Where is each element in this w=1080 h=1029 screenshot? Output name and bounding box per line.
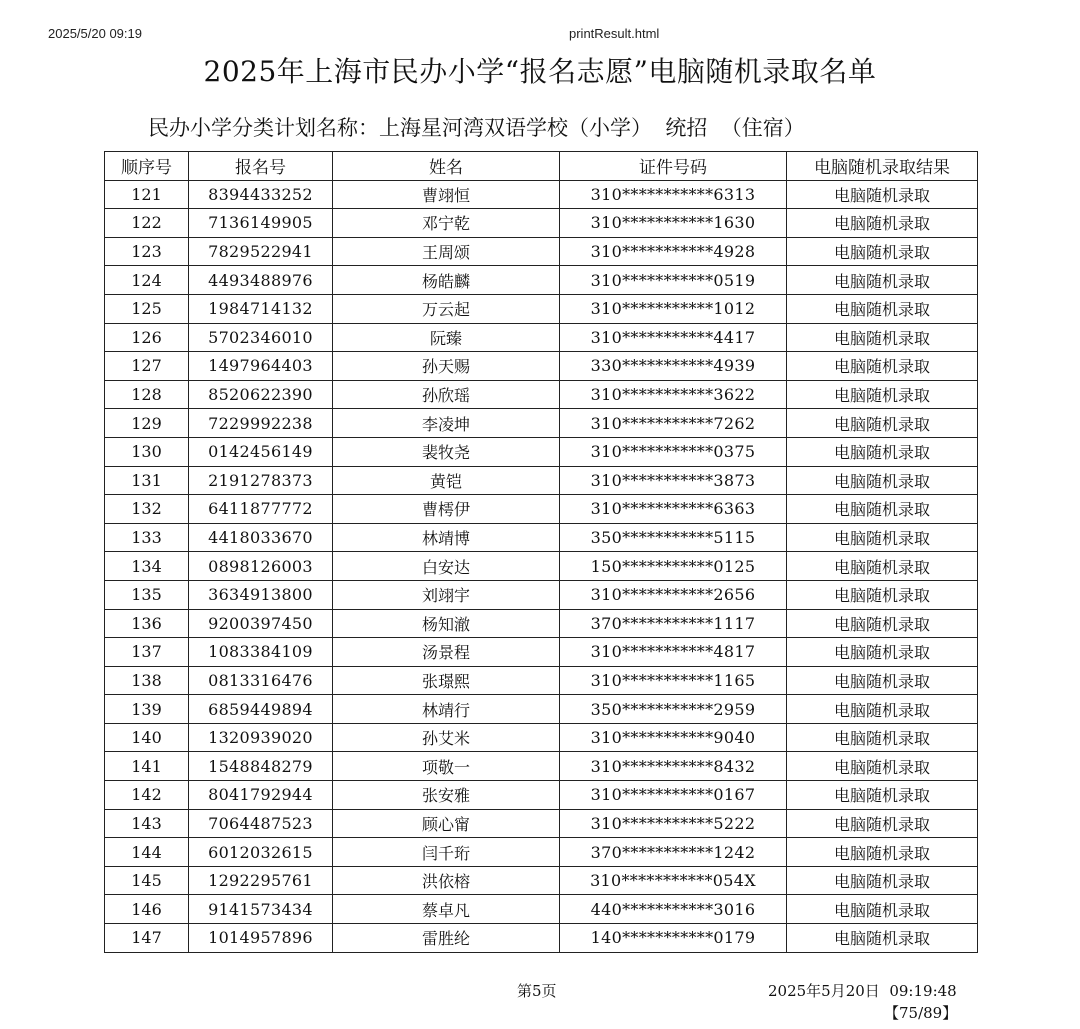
footer-timestamp: 2025年5月20日 09:19:48 bbox=[768, 982, 957, 1000]
cell-sequence: 145 bbox=[105, 866, 189, 895]
cell-registration-number: 0898126003 bbox=[189, 552, 333, 581]
cell-id-number: 150***********0125 bbox=[560, 552, 787, 581]
cell-id-number: 310***********5222 bbox=[560, 809, 787, 838]
table-row bbox=[105, 323, 978, 352]
cell-sequence: 131 bbox=[105, 466, 189, 495]
cell-id-number: 140***********0179 bbox=[560, 924, 787, 953]
cell-result: 电脑随机录取 bbox=[787, 666, 978, 695]
table-row bbox=[105, 437, 978, 466]
cell-sequence: 138 bbox=[105, 666, 189, 695]
cell-id-number: 440***********3016 bbox=[560, 895, 787, 924]
table-body bbox=[105, 180, 978, 952]
cell-name: 杨知澈 bbox=[333, 609, 560, 638]
cell-name: 曹翊恒 bbox=[333, 180, 560, 209]
cell-result: 电脑随机录取 bbox=[787, 580, 978, 609]
table-row bbox=[105, 838, 978, 867]
cell-name: 项敬一 bbox=[333, 752, 560, 781]
cell-sequence: 144 bbox=[105, 838, 189, 867]
document-title: 2025年上海市民办小学“报名志愿”电脑随机录取名单 bbox=[203, 55, 877, 88]
cell-sequence: 124 bbox=[105, 266, 189, 295]
cell-result: 电脑随机录取 bbox=[787, 352, 978, 381]
cell-result: 电脑随机录取 bbox=[787, 466, 978, 495]
cell-sequence: 143 bbox=[105, 809, 189, 838]
cell-id-number: 310***********4928 bbox=[560, 237, 787, 266]
cell-result: 电脑随机录取 bbox=[787, 552, 978, 581]
cell-result: 电脑随机录取 bbox=[787, 638, 978, 667]
cell-result: 电脑随机录取 bbox=[787, 723, 978, 752]
cell-sequence: 126 bbox=[105, 323, 189, 352]
cell-sequence: 137 bbox=[105, 638, 189, 667]
cell-name: 林靖行 bbox=[333, 695, 560, 724]
table-row bbox=[105, 352, 978, 381]
cell-name: 雷胜纶 bbox=[333, 924, 560, 953]
cell-id-number: 310***********0167 bbox=[560, 781, 787, 810]
cell-result: 电脑随机录取 bbox=[787, 695, 978, 724]
cell-registration-number: 7136149905 bbox=[189, 209, 333, 238]
cell-sequence: 127 bbox=[105, 352, 189, 381]
column-header-sequence: 顺序号 bbox=[105, 152, 189, 181]
cell-registration-number: 8394433252 bbox=[189, 180, 333, 209]
table-row bbox=[105, 895, 978, 924]
cell-registration-number: 2191278373 bbox=[189, 466, 333, 495]
cell-name: 王周颂 bbox=[333, 237, 560, 266]
column-header-id-number: 证件号码 bbox=[560, 152, 787, 181]
cell-name: 闫千珩 bbox=[333, 838, 560, 867]
cell-result: 电脑随机录取 bbox=[787, 895, 978, 924]
cell-registration-number: 8520622390 bbox=[189, 380, 333, 409]
cell-sequence: 136 bbox=[105, 609, 189, 638]
cell-name: 林靖博 bbox=[333, 523, 560, 552]
cell-name: 裴牧尧 bbox=[333, 437, 560, 466]
cell-sequence: 129 bbox=[105, 409, 189, 438]
table-header-row bbox=[105, 152, 978, 181]
cell-registration-number: 1548848279 bbox=[189, 752, 333, 781]
cell-id-number: 310***********3873 bbox=[560, 466, 787, 495]
cell-name: 杨皓麟 bbox=[333, 266, 560, 295]
cell-name: 孙欣瑶 bbox=[333, 380, 560, 409]
cell-id-number: 310***********7262 bbox=[560, 409, 787, 438]
cell-result: 电脑随机录取 bbox=[787, 323, 978, 352]
cell-name: 顾心甯 bbox=[333, 809, 560, 838]
cell-name: 洪依榕 bbox=[333, 866, 560, 895]
table-row bbox=[105, 695, 978, 724]
cell-registration-number: 6012032615 bbox=[189, 838, 333, 867]
cell-registration-number: 1014957896 bbox=[189, 924, 333, 953]
cell-id-number: 310***********2656 bbox=[560, 580, 787, 609]
cell-result: 电脑随机录取 bbox=[787, 380, 978, 409]
cell-sequence: 142 bbox=[105, 781, 189, 810]
cell-id-number: 310***********0519 bbox=[560, 266, 787, 295]
cell-registration-number: 4493488976 bbox=[189, 266, 333, 295]
table-row bbox=[105, 209, 978, 238]
cell-registration-number: 0142456149 bbox=[189, 437, 333, 466]
cell-sequence: 125 bbox=[105, 294, 189, 323]
cell-registration-number: 0813316476 bbox=[189, 666, 333, 695]
cell-registration-number: 7229992238 bbox=[189, 409, 333, 438]
cell-sequence: 134 bbox=[105, 552, 189, 581]
admission-table-container bbox=[104, 151, 977, 953]
page-footer bbox=[0, 980, 1080, 1025]
cell-name: 白安达 bbox=[333, 552, 560, 581]
cell-name: 孙天赐 bbox=[333, 352, 560, 381]
table-row bbox=[105, 580, 978, 609]
cell-result: 电脑随机录取 bbox=[787, 924, 978, 953]
cell-id-number: 310***********6363 bbox=[560, 495, 787, 524]
cell-result: 电脑随机录取 bbox=[787, 409, 978, 438]
cell-id-number: 310***********4817 bbox=[560, 638, 787, 667]
table-row bbox=[105, 723, 978, 752]
cell-name: 万云起 bbox=[333, 294, 560, 323]
cell-sequence: 123 bbox=[105, 237, 189, 266]
table-row bbox=[105, 237, 978, 266]
cell-name: 蔡卓凡 bbox=[333, 895, 560, 924]
cell-id-number: 310***********1630 bbox=[560, 209, 787, 238]
cell-registration-number: 4418033670 bbox=[189, 523, 333, 552]
plan-name-subtitle: 民办小学分类计划名称：上海星河湾双语学校（小学） 统招 （住宿） bbox=[148, 116, 805, 140]
cell-id-number: 350***********2959 bbox=[560, 695, 787, 724]
cell-registration-number: 1292295761 bbox=[189, 866, 333, 895]
cell-result: 电脑随机录取 bbox=[787, 437, 978, 466]
page-counter: 【75/89】 bbox=[884, 1004, 958, 1022]
cell-result: 电脑随机录取 bbox=[787, 209, 978, 238]
cell-id-number: 310***********0375 bbox=[560, 437, 787, 466]
cell-registration-number: 1320939020 bbox=[189, 723, 333, 752]
cell-result: 电脑随机录取 bbox=[787, 237, 978, 266]
print-header bbox=[0, 26, 1080, 46]
table-row bbox=[105, 552, 978, 581]
cell-result: 电脑随机录取 bbox=[787, 266, 978, 295]
table-row bbox=[105, 523, 978, 552]
table-row bbox=[105, 781, 978, 810]
cell-name: 李凌坤 bbox=[333, 409, 560, 438]
column-header-registration-number: 报名号 bbox=[189, 152, 333, 181]
cell-registration-number: 6411877772 bbox=[189, 495, 333, 524]
table-row bbox=[105, 495, 978, 524]
cell-id-number: 310***********054X bbox=[560, 866, 787, 895]
table-row bbox=[105, 180, 978, 209]
cell-id-number: 370***********1242 bbox=[560, 838, 787, 867]
cell-sequence: 139 bbox=[105, 695, 189, 724]
cell-sequence: 147 bbox=[105, 924, 189, 953]
table-row bbox=[105, 466, 978, 495]
table-row bbox=[105, 809, 978, 838]
cell-id-number: 330***********4939 bbox=[560, 352, 787, 381]
table-row bbox=[105, 752, 978, 781]
cell-registration-number: 1083384109 bbox=[189, 638, 333, 667]
cell-sequence: 133 bbox=[105, 523, 189, 552]
page-number: 第5页 bbox=[517, 982, 557, 1000]
cell-sequence: 141 bbox=[105, 752, 189, 781]
cell-result: 电脑随机录取 bbox=[787, 180, 978, 209]
table-row bbox=[105, 638, 978, 667]
column-header-name: 姓名 bbox=[333, 152, 560, 181]
cell-name: 曹樗伊 bbox=[333, 495, 560, 524]
cell-result: 电脑随机录取 bbox=[787, 609, 978, 638]
cell-registration-number: 5702346010 bbox=[189, 323, 333, 352]
cell-result: 电脑随机录取 bbox=[787, 495, 978, 524]
cell-sequence: 122 bbox=[105, 209, 189, 238]
table-row bbox=[105, 609, 978, 638]
cell-id-number: 310***********1012 bbox=[560, 294, 787, 323]
cell-name: 汤景程 bbox=[333, 638, 560, 667]
cell-result: 电脑随机录取 bbox=[787, 809, 978, 838]
cell-sequence: 132 bbox=[105, 495, 189, 524]
column-header-result: 电脑随机录取结果 bbox=[787, 152, 978, 181]
cell-sequence: 128 bbox=[105, 380, 189, 409]
cell-id-number: 310***********6313 bbox=[560, 180, 787, 209]
cell-name: 张安雅 bbox=[333, 781, 560, 810]
cell-result: 电脑随机录取 bbox=[787, 523, 978, 552]
cell-result: 电脑随机录取 bbox=[787, 781, 978, 810]
cell-id-number: 370***********1117 bbox=[560, 609, 787, 638]
print-date: 2025/5/20 09:19 bbox=[48, 26, 142, 41]
cell-registration-number: 6859449894 bbox=[189, 695, 333, 724]
admission-table bbox=[104, 151, 978, 953]
cell-registration-number: 9200397450 bbox=[189, 609, 333, 638]
cell-id-number: 350***********5115 bbox=[560, 523, 787, 552]
table-row bbox=[105, 266, 978, 295]
print-filename: printResult.html bbox=[569, 26, 660, 41]
cell-name: 孙艾米 bbox=[333, 723, 560, 752]
cell-registration-number: 8041792944 bbox=[189, 781, 333, 810]
cell-registration-number: 7064487523 bbox=[189, 809, 333, 838]
cell-registration-number: 9141573434 bbox=[189, 895, 333, 924]
cell-sequence: 121 bbox=[105, 180, 189, 209]
cell-result: 电脑随机录取 bbox=[787, 294, 978, 323]
cell-name: 张璟熙 bbox=[333, 666, 560, 695]
cell-result: 电脑随机录取 bbox=[787, 752, 978, 781]
cell-sequence: 140 bbox=[105, 723, 189, 752]
cell-id-number: 310***********8432 bbox=[560, 752, 787, 781]
cell-registration-number: 1984714132 bbox=[189, 294, 333, 323]
table-row bbox=[105, 294, 978, 323]
cell-id-number: 310***********4417 bbox=[560, 323, 787, 352]
table-row bbox=[105, 666, 978, 695]
cell-id-number: 310***********3622 bbox=[560, 380, 787, 409]
cell-registration-number: 7829522941 bbox=[189, 237, 333, 266]
table-row bbox=[105, 380, 978, 409]
cell-registration-number: 3634913800 bbox=[189, 580, 333, 609]
table-row bbox=[105, 866, 978, 895]
cell-sequence: 135 bbox=[105, 580, 189, 609]
cell-result: 电脑随机录取 bbox=[787, 866, 978, 895]
cell-id-number: 310***********9040 bbox=[560, 723, 787, 752]
cell-sequence: 130 bbox=[105, 437, 189, 466]
table-row bbox=[105, 924, 978, 953]
cell-registration-number: 1497964403 bbox=[189, 352, 333, 381]
cell-sequence: 146 bbox=[105, 895, 189, 924]
cell-name: 阮臻 bbox=[333, 323, 560, 352]
cell-id-number: 310***********1165 bbox=[560, 666, 787, 695]
cell-name: 邓宁乾 bbox=[333, 209, 560, 238]
table-row bbox=[105, 409, 978, 438]
cell-name: 黄铠 bbox=[333, 466, 560, 495]
cell-result: 电脑随机录取 bbox=[787, 838, 978, 867]
cell-name: 刘翊宇 bbox=[333, 580, 560, 609]
